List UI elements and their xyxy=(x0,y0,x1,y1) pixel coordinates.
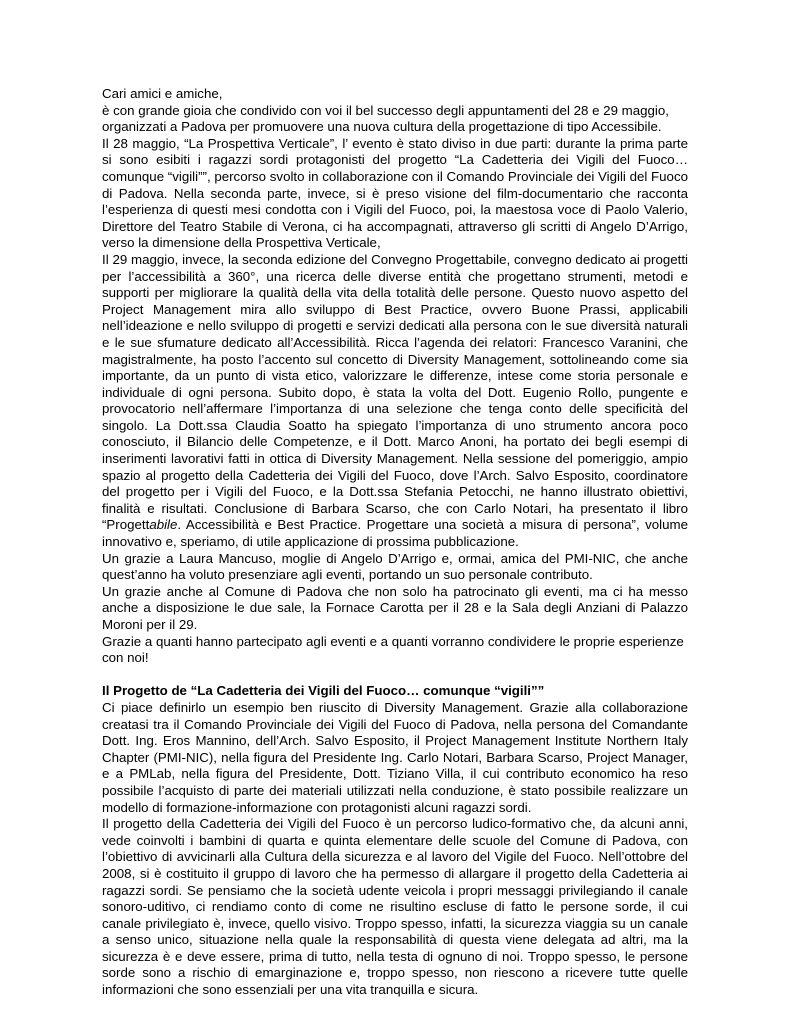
project-paragraph-intro: Ci piace definirlo un esempio ben riuscito di Diversity Management. Grazie alla collaborazione creatasi tra il Comando Provinciale dei Vigili del Fuoco di Padova, nella persona del Comandante Dott. Ing. Eros Mannino, dell’Arch. Salvo Esposito, il Project Management Institute Northern Italy Chapter (PMI-NIC), nella figura del Presidente Ing. Carlo Notari, Barbara Scarso, Project Manager, e a PMLab, nella figura del Presidente, Dott. Tiziano Villa, il cui contributo economico ha reso possibile l’acquisto di parte dei materiali utilizzati nella conduzione, è stato possibile realizzare un modello di formazione-informazione con protagonisti alcuni ragazzi sordi. xyxy=(102,699,688,815)
project-heading: Il Progetto de “La Cadetteria dei Vigili del Fuoco… comunque “vigili”” xyxy=(102,683,545,699)
book-title-continuation: . Accessibilità e Best Practice. Progettare una società a misura di persona”, volume innovativo e, speriamo, di utile applicazione di prossima pubblicazione. xyxy=(102,517,688,550)
letter-paragraph-closing: Grazie a quanti hanno partecipato agli eventi e a quanti vorranno condividere le proprie esperienze con noi! xyxy=(102,633,684,666)
blank-line xyxy=(102,667,688,684)
letter-paragraph-29-maggio-text: Il 29 maggio, invece, la seconda edizione del Convegno Progettabile, convegno dedicato ai progetti per l’accessibilità a 360°, una ricerca delle diverse entità che progettano strumenti, metodi e supporti per migliorare la qualità della vita della totalità delle persone. Questo nuovo aspetto del Project Management mira allo sviluppo di Best Practice, ovvero Buone Prassi, applicabili nell’ideazione e nello sviluppo di progetti e servizi dedicati alla persona con le sue diversità naturali e le sue sfumature dedicato all’Accessibilità. Ricca l’agenda dei relatori: Francesco Varanini, che magistralmente, ha posto l’accento sul concetto di Diversity Management, sottolineando come sia importante, da un punto di vista etico, valorizzare le differenze, intese come storia personale e individuale di ogni persona. Subito dopo, è stata la volta del Dott. Eugenio Rollo, pungente e provocatorio nell’affermare l’importanza di una selezione che tenga conto delle specificità del singolo. La Dott.ssa Claudia Soatto ha spiegato l’importanza di uno strumento ancora poco conosciuto, il Bilancio delle Competenze, e il Dott. Marco Anoni, ha portato dei begli esempi di inserimenti lavorativi fatti in ottica di Diversity Management. Nella sessione del pomeriggio, ampio spazio al progetto della Cadetteria dei Vigili del Fuoco, dove l’Arch. Salvo Esposito, coordinatore del progetto per i Vigili del Fuoco, e la Dott.ssa Stefania Petocchi, ne hanno illustrato obiettivi, finalità e risultati. Conclusione di Barbara Scarso, che con Carlo Notari, ha presentato il libro “Progett xyxy=(102,251,688,533)
letter-greeting: Cari amici e amiche, xyxy=(102,86,223,101)
letter-paragraph-29-maggio xyxy=(102,252,688,551)
book-title-italic: abile xyxy=(149,517,178,533)
letter-paragraph-thanks-mancuso: Un grazie a Laura Mancuso, moglie di Angelo D’Arrigo e, ormai, amica del PMI-NIC, che anche quest’anno ha voluto presenziare agli eventi, portando un suo personale contributo. xyxy=(102,550,688,583)
project-paragraph-description: Il progetto della Cadetteria dei Vigili del Fuoco è un percorso ludico-formativo che, da alcuni anni, vede coinvolti i bambini di quarta e quinta elementare delle scuole del Comune di Padova, con l’obiettivo di avvicinarli alla Cultura della sicurezza e al lavoro del Vigile del Fuoco. Nell’ottobre del 2008, si è costituito il gruppo di lavoro che ha permesso di allargare il progetto della Cadetteria ai ragazzi sordi. Se pensiamo che la società udente veicola i propri messaggi privilegiando il canale sonoro-uditivo, ci rendiamo conto di come ne risultino escluse di fatto le persone sorde, il cui canale privilegiato è, invece, quello visivo. Troppo spesso, infatti, la sicurezza viaggia su un canale a senso unico, situazione nella quale la responsabilità di questa viene delegata ad altri, ma la sicurezza è e deve essere, prima di tutto, nella testa di ognuno di noi. Troppo spesso, le persone sorde sono a rischio di emarginazione e, troppo spesso, non riescono a ricevere tutte quelle informazioni che sono essenziali per una vita tranquilla e sicura. xyxy=(102,816,688,998)
letter-paragraph-28-maggio: Il 28 maggio, “La Prospettiva Verticale”, l’ evento è stato diviso in due parti: durante la prima parte si sono esibiti i ragazzi sordi protagonisti del progetto “La Cadetteria dei Vigili del Fuoco… comunque “vigili””, percorso svolto in collaborazione con il Comando Provinciale dei Vigili del Fuoco di Padova. Nella seconda parte, invece, si è preso visione del film-documentario che racconta l’esperienza di questi mesi condotta con i Vigili del Fuoco, poi, la maestosa voce di Paolo Valerio, Direttore del Teatro Stabile di Verona, ci ha accompagnati, attraverso gli scritti di Angelo D’Arrigo, verso la dimensione della Prospettiva Verticale, xyxy=(102,135,688,251)
letter-paragraph-intro: è con grande gioia che condivido con voi il bel successo degli appuntamenti del 28 e 29 maggio, organizzati a Padova per promuovere una nuova cultura della progettazione di tipo Accessibile. xyxy=(102,102,669,135)
letter-paragraph-thanks-comune: Un grazie anche al Comune di Padova che non solo ha patrocinato gli eventi, ma ci ha messo anche a disposizione le due sale, la Fornace Carotta per il 28 e la Sala degli Anziani di Palazzo Moroni per il 29. xyxy=(102,583,688,632)
document-body xyxy=(102,86,688,999)
